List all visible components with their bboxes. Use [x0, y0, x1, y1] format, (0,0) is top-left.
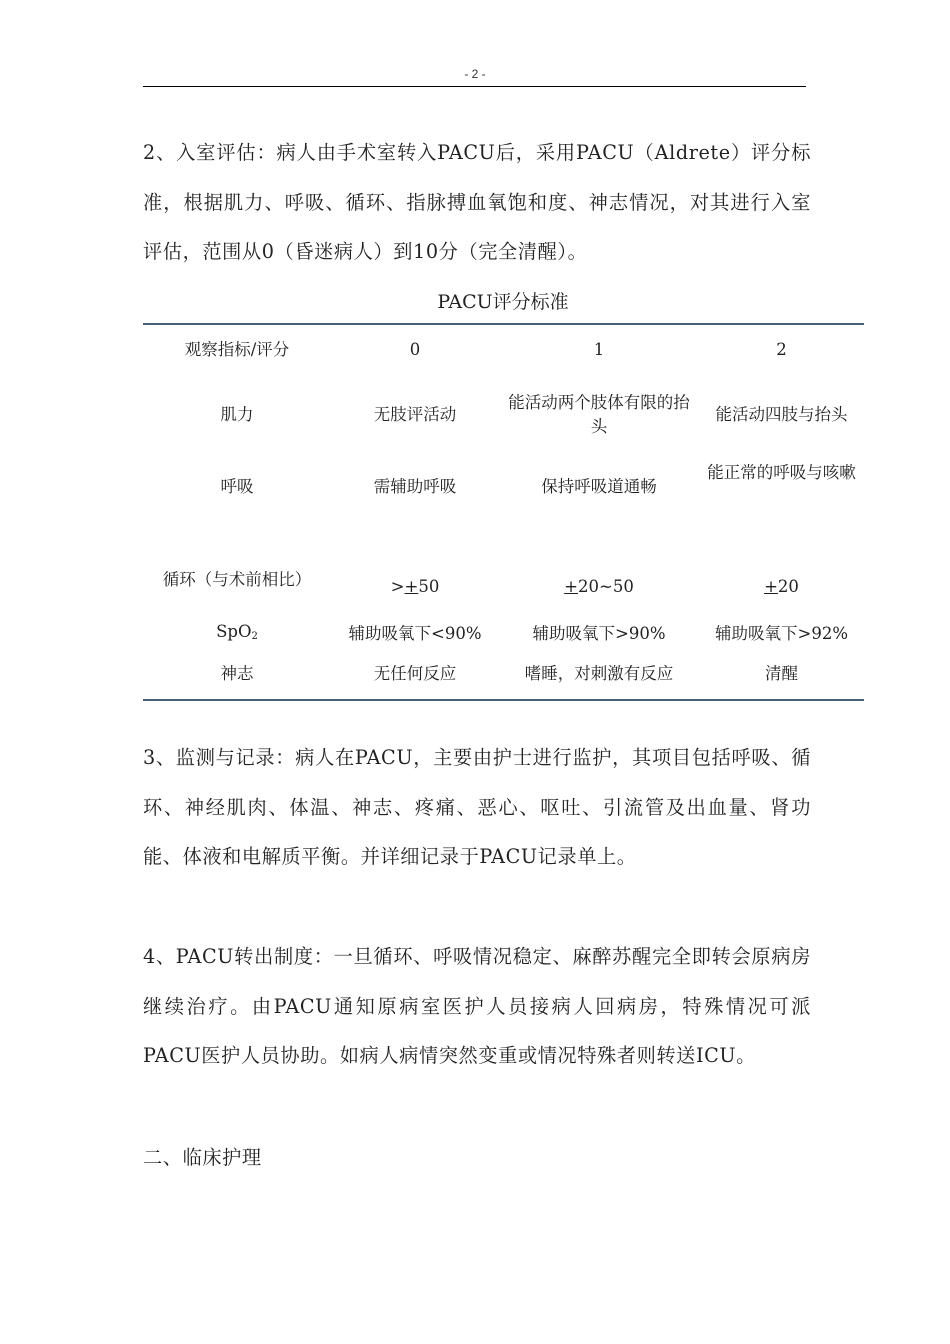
header-score-0: 0: [409, 340, 421, 359]
pacu-score-table: [143, 323, 864, 701]
cell-label: [143, 455, 331, 555]
cell-score-0: 辅助吸氧下<90%: [348, 624, 482, 643]
cell-label-text: 循环（与术前相比）: [162, 570, 312, 589]
header-indicator: 观察指标/评分: [184, 340, 290, 359]
cell-score-0: 无任何反应: [373, 664, 457, 683]
plus-minus-sign: +: [564, 577, 578, 596]
table-row-consciousness: [143, 649, 864, 700]
cell-label: 肌力: [220, 405, 254, 424]
cell-value: 20: [777, 577, 799, 596]
plus-minus-sign: +: [764, 577, 778, 596]
table-caption: PACU评分标准: [437, 291, 569, 313]
header-rule: [143, 86, 806, 87]
table-row-spo2: [143, 619, 864, 649]
cell-score-1: 辅助吸氧下>90%: [532, 624, 666, 643]
cell-score-0: 无肢评活动: [373, 405, 457, 424]
page-number: - 2 -: [464, 67, 486, 81]
cell-score-0: [331, 455, 499, 555]
cell-score-1: 嗜睡，对刺激有反应: [524, 664, 674, 683]
table-row-respiration: [143, 455, 864, 555]
cell-label-text: 呼吸: [220, 477, 254, 496]
cell-score-2: 能活动四肢与抬头: [715, 405, 848, 424]
clinical-nursing-heading: 二、临床护理: [143, 1146, 262, 1169]
cell-score-0-text: 需辅助呼吸: [373, 477, 457, 496]
cell-score-1-text: 保持呼吸道通畅: [541, 477, 657, 496]
transfer-paragraph: 4、PACU转出制度：一旦循环、呼吸情况稳定、麻醉苏醒完全即转会原病房继续治疗。由PACU通知原病室医护人员接病人回病房，特殊情况可派PACU医护人员协助。如病人病情突然变重或情况特殊者则转送ICU。: [143, 945, 811, 1067]
table-header-row: [143, 324, 864, 375]
cell-score-2: 清醒: [765, 664, 798, 683]
table-row-circulation: [143, 555, 864, 619]
monitoring-paragraph: 3、监测与记录：病人在PACU，主要由护士进行监护，其项目包括呼吸、循环、神经肌肉、体温、神志、疼痛、恶心、呕吐、引流管及出血量、肾功能、体液和电解质平衡。并详细记录于PACU记录单上。: [143, 746, 811, 868]
cell-score-2: 能正常的呼吸与咳嗽: [707, 463, 856, 482]
cell-label: [143, 555, 331, 619]
cell-score-1: 能活动两个肢体有限的抬头: [508, 393, 690, 436]
cell-score-2: 辅助吸氧下>92%: [715, 624, 848, 643]
plus-minus-sign: +: [404, 577, 419, 596]
cell-score-0: [331, 555, 499, 619]
gt-sign: >: [390, 577, 405, 596]
table-row-muscle: [143, 375, 864, 455]
header-score-1: 1: [593, 340, 605, 359]
cell-value: 50: [418, 577, 440, 596]
cell-score-1: [499, 555, 699, 619]
cell-score-2: [699, 555, 864, 619]
spo2-label: SpO: [216, 621, 252, 641]
cell-score-1: [499, 455, 699, 555]
cell-label: 神志: [220, 664, 254, 683]
cell-label: [143, 619, 331, 649]
spo2-subscript: 2: [251, 630, 258, 642]
cell-value: 20~50: [578, 577, 634, 596]
header-score-2: 2: [776, 340, 787, 359]
assessment-paragraph: 2、入室评估：病人由手术室转入PACU后，采用PACU（Aldrete）评分标准，根据肌力、呼吸、循环、指脉搏血氧饱和度、神志情况，对其进行入室评估，范围从0（昏迷病人）到10分（完全清醒）。: [143, 141, 811, 263]
